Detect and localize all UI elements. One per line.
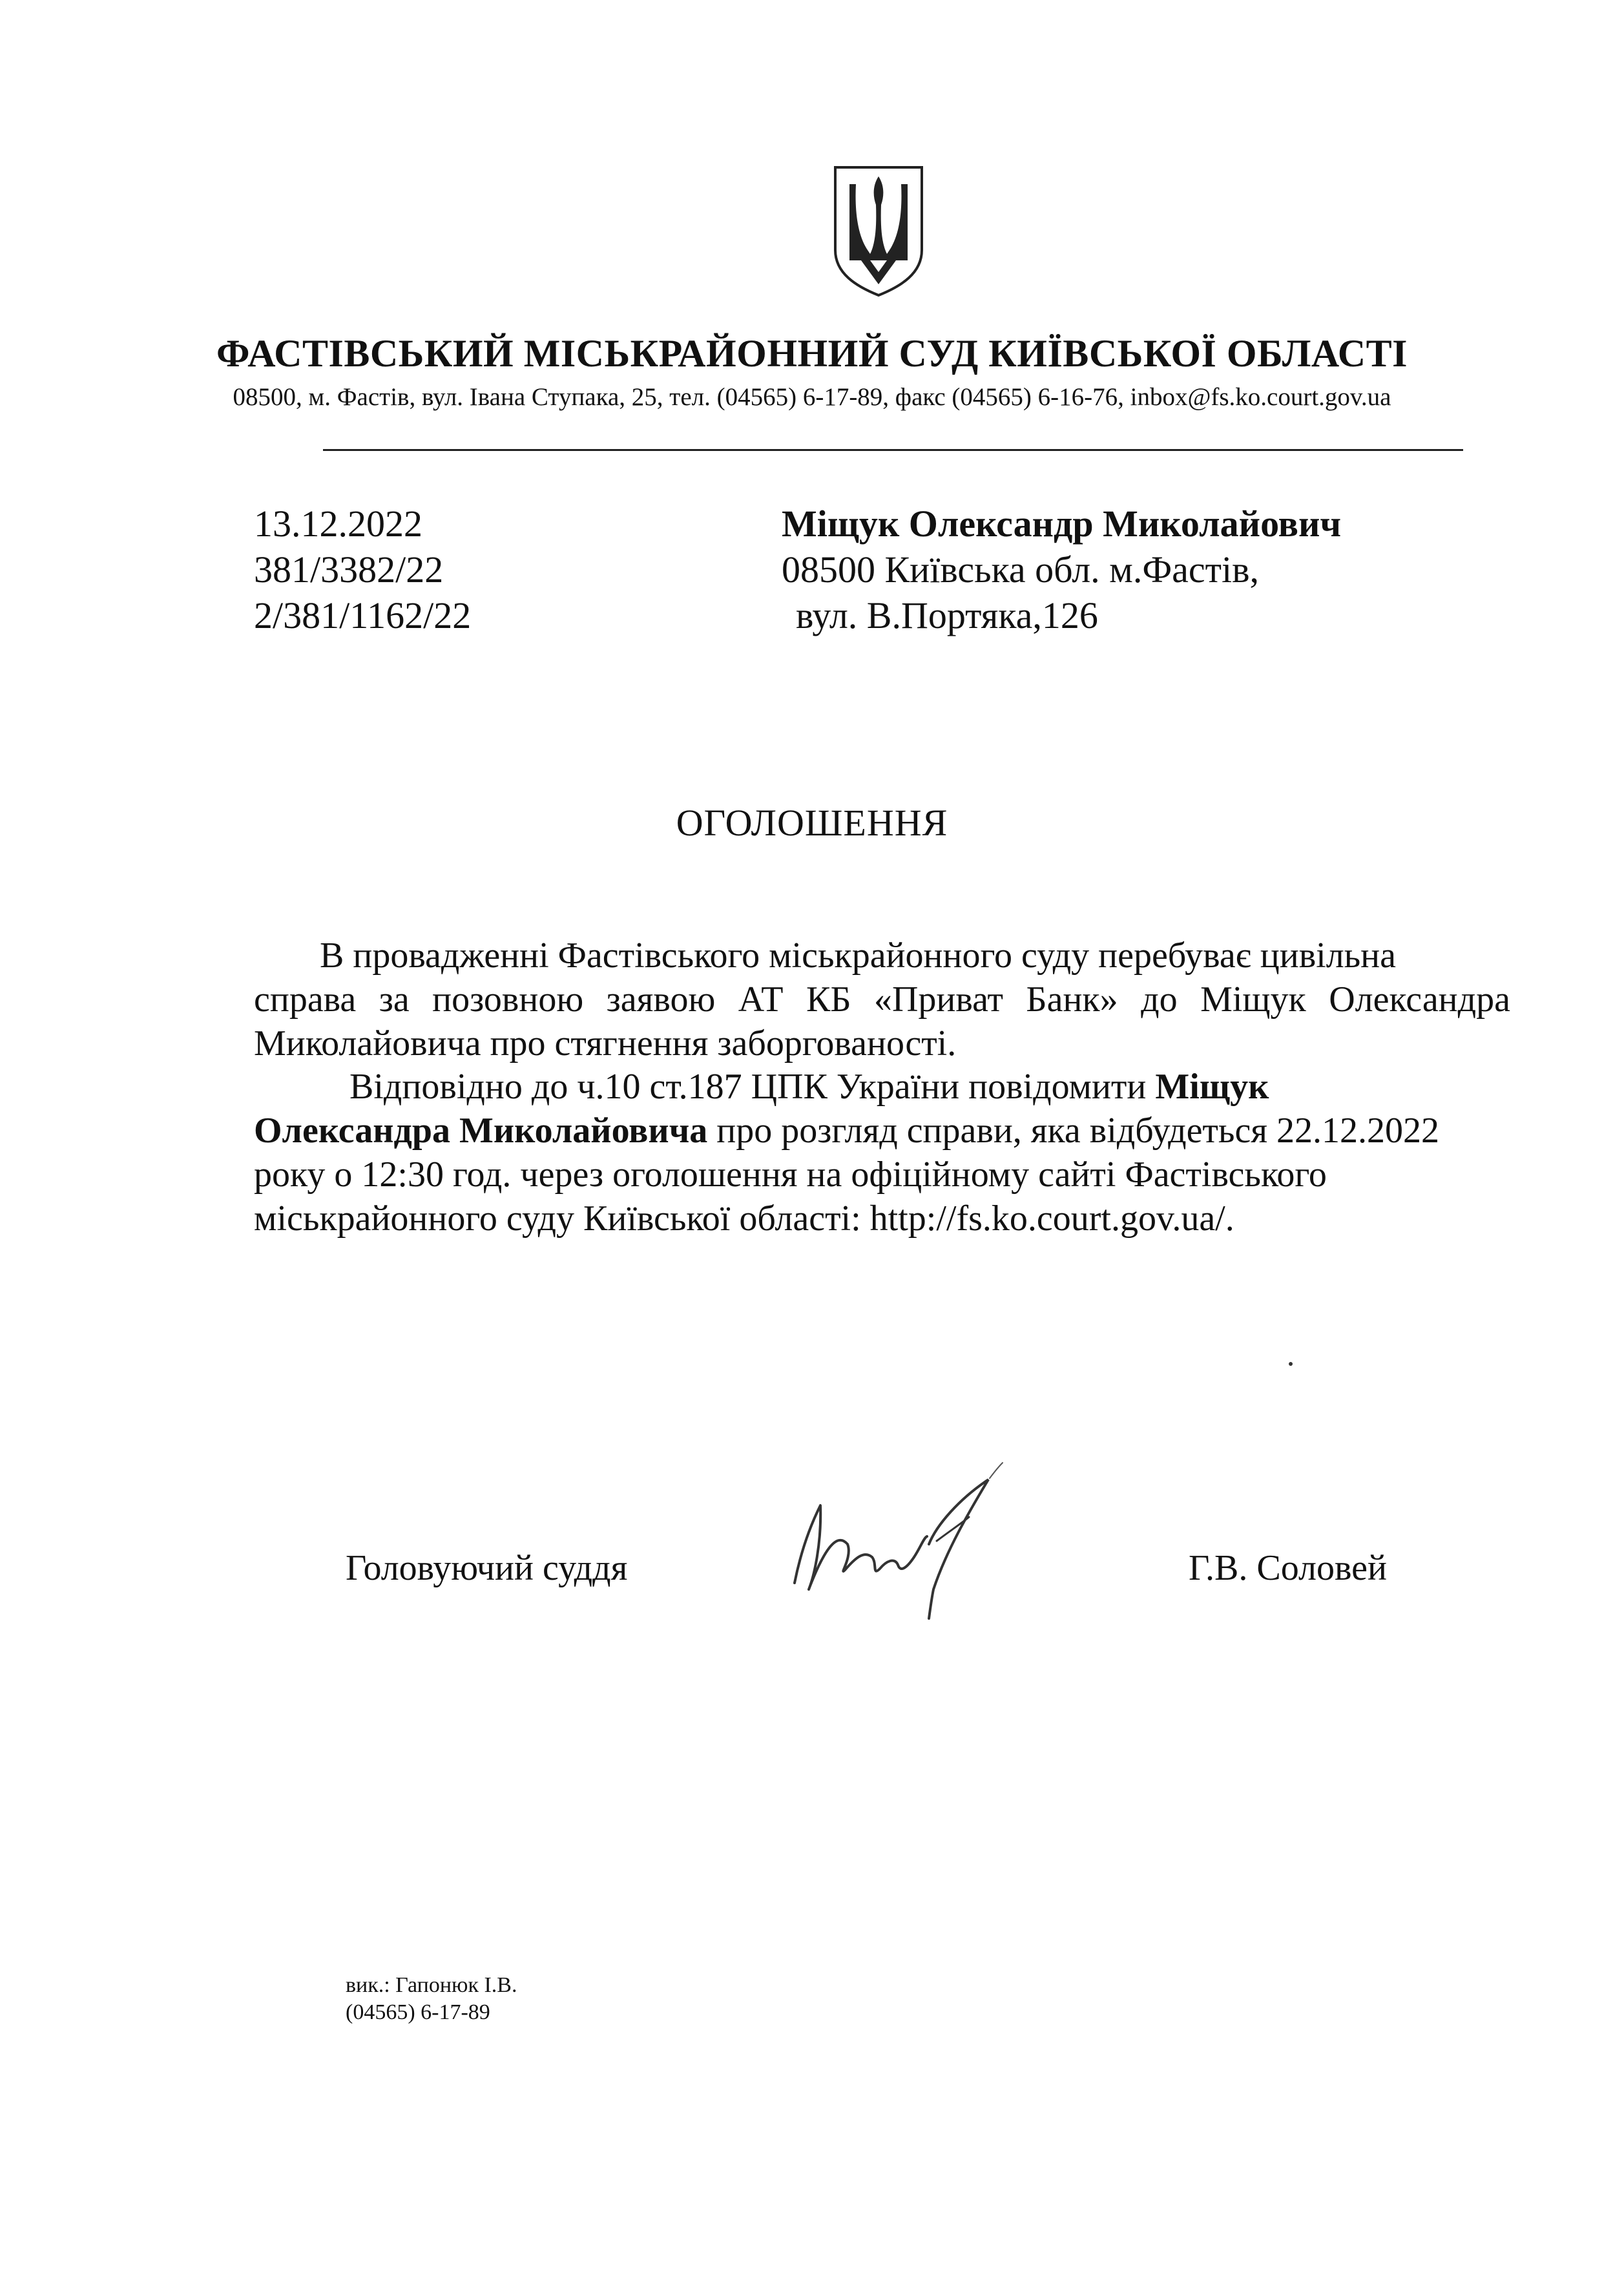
trident-coat-of-arms-icon (830, 165, 927, 297)
defendant-name: Олександра Миколайовича (254, 1111, 708, 1151)
recipient-name: Міщук Олександр Миколайович (782, 503, 1342, 545)
paragraph-notification (254, 1065, 1510, 1240)
recipient-address-line1: 08500 Київська обл. м.Фастів, (782, 549, 1259, 591)
paragraph-text: справа за позовною заявою АТ КБ «Приват Банк» до Міщук Олександра Миколайовича про стягнення заборгованості. (254, 979, 1510, 1063)
paragraph-case-info (254, 934, 1510, 1065)
paragraph-text: про розгляд справи, яка відбудеться 22.12.2022 (707, 1111, 1440, 1151)
header-divider (323, 449, 1463, 451)
judge-name: Г.В. Соловей (1189, 1548, 1387, 1588)
paragraph-line (254, 1065, 1510, 1109)
executor-phone: (04565) 6-17-89 (346, 2000, 490, 2024)
outgoing-number: 381/3382/22 (254, 549, 444, 591)
defendant-surname: Міщук (1155, 1067, 1269, 1107)
paragraph-line (254, 1109, 1510, 1153)
document-date: 13.12.2022 (254, 503, 422, 545)
case-number: 2/381/1162/22 (254, 594, 472, 636)
recipient-block (782, 501, 1341, 638)
document-title: ОГОЛОШЕННЯ (676, 802, 948, 844)
executor-name: вик.: Гапонюк І.В. (346, 1973, 517, 1997)
stray-mark (1289, 1362, 1293, 1366)
judge-position: Головуючий суддя (346, 1548, 628, 1588)
court-name: ФАСТІВСЬКИЙ МІСЬКРАЙОННИЙ СУД КИЇВСЬКОЇ ОБЛАСТІ (216, 332, 1408, 375)
document-references (254, 501, 471, 638)
paragraph-line: року о 12:30 год. через оголошення на офіційному сайті Фастівського (254, 1155, 1327, 1195)
executor-block (346, 1972, 517, 2026)
paragraph-line: В провадженні Фастівського міськрайонного суду перебуває цивільна (320, 936, 1396, 976)
recipient-address-line2: вул. В.Портяка,126 (796, 594, 1098, 636)
court-address: 08500, м. Фастів, вул. Івана Ступака, 25, тел. (04565) 6-17-89, факс (04565) 6-16-76, inbox@fs.ko.court.gov.ua (233, 383, 1391, 411)
handwritten-signature (775, 1454, 1046, 1635)
paragraph-line: міськрайонного суду Київської області: http://fs.ko.court.gov.ua/. (254, 1199, 1234, 1239)
paragraph-text: Відповідно до ч.10 ст.187 ЦПК України повідомити (349, 1067, 1156, 1107)
